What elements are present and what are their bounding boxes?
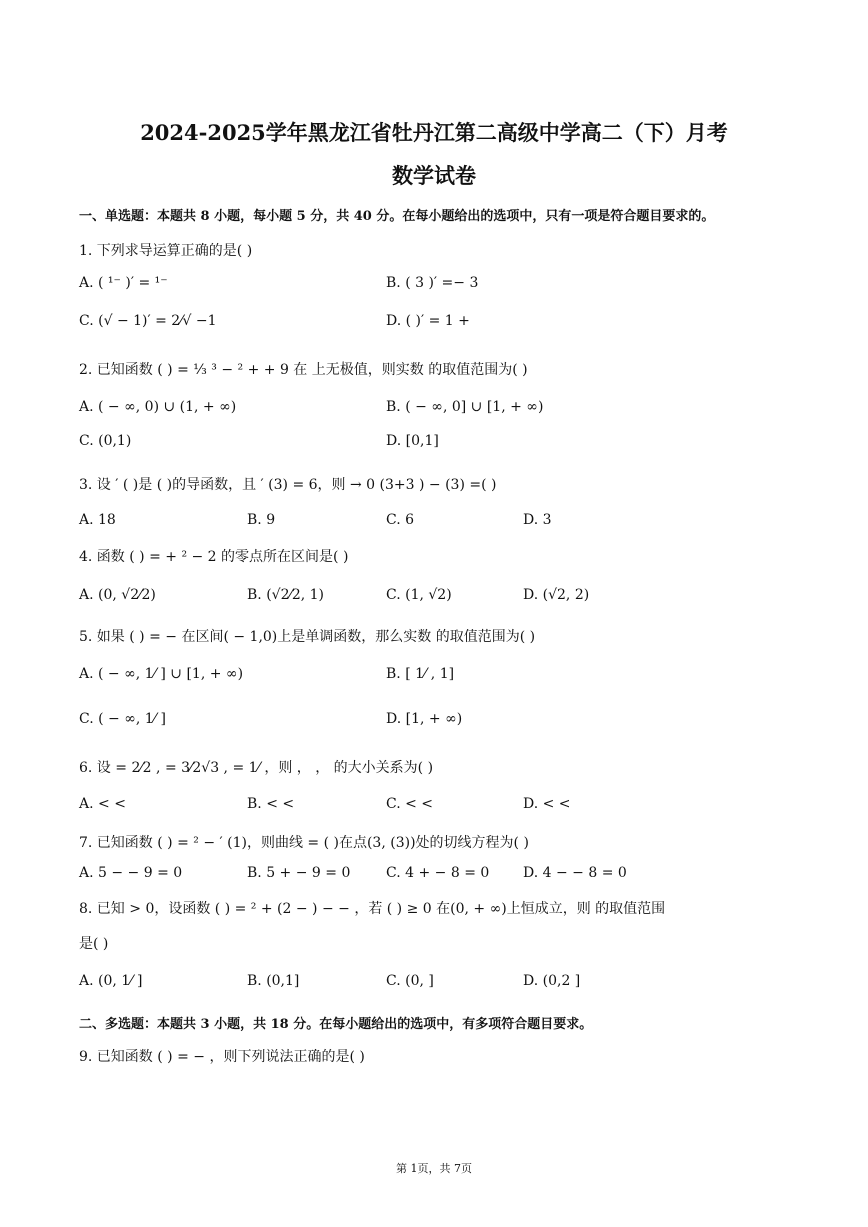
page-number: 第 1页，共 7页 — [396, 1162, 472, 1175]
option-c: C. ( − ∞, 1⁄ ] — [79, 711, 166, 727]
question-stem: 4. 函数 ( ) = + ² − 2 的零点所在区间是( ) — [79, 549, 349, 565]
option-b: B. ( − ∞, 0] ∪ [1, + ∞) — [386, 399, 544, 415]
option-d: D. < < — [523, 796, 571, 812]
option-a: A. (0, √2⁄2) — [79, 587, 156, 603]
option-b: B. < < — [247, 796, 295, 812]
option-d: D. 4 − − 8 = 0 — [523, 865, 627, 881]
question-stem: 9. 已知函数 ( ) = − ，则下列说法正确的是( ) — [79, 1049, 365, 1065]
section-heading-single-choice: 一、单选题：本题共 8 小题，每小题 5 分，共 40 分。在每小题给出的选项中，只有一项是符合题目要求的。 — [79, 209, 715, 224]
page-subtitle: 数学试卷 — [392, 163, 476, 188]
option-a: A. < < — [79, 796, 126, 812]
option-d: D. [1, + ∞) — [386, 711, 463, 727]
option-b: B. (0,1] — [247, 973, 300, 989]
option-b: B. 9 — [247, 512, 276, 528]
option-b: B. (√2⁄2, 1) — [247, 587, 324, 603]
question-stem-continued: 是( ) — [79, 936, 109, 952]
question-stem: 8. 已知 > 0，设函数 ( ) = ² + (2 − ) − − ，若 ( ) ≥ 0 在(0, + ∞)上恒成立，则 的取值范围 — [79, 901, 666, 917]
option-d: D. [0,1] — [386, 433, 439, 449]
option-c: C. 6 — [386, 512, 415, 528]
question-stem: 3. 设 ′ ( )是 ( )的导函数，且 ′ (3) = 6，则 → 0 (3+3 ) − (3) =( ) — [79, 477, 497, 493]
option-c: C. (√ − 1)′ = 2⁄√ −1 — [79, 313, 217, 329]
question-stem: 2. 已知函数 ( ) = ⅓ ³ − ² + + 9 在 上无极值，则实数 的取值范围为( ) — [79, 362, 528, 378]
section-heading-multi-choice: 二、多选题：本题共 3 小题，共 18 分。在每小题给出的选项中，有多项符合题目要求。 — [79, 1017, 593, 1032]
option-c: C. (0,1) — [79, 433, 132, 449]
option-c: C. (0, ] — [386, 973, 434, 989]
option-a: A. ( − ∞, 0) ∪ (1, + ∞) — [79, 399, 237, 415]
option-a: A. ( − ∞, 1⁄ ] ∪ [1, + ∞) — [79, 666, 244, 682]
option-d: D. 3 — [523, 512, 552, 528]
option-a: A. 18 — [79, 512, 116, 528]
option-d: D. ( )′ = 1 + — [386, 313, 470, 329]
option-b: B. 5 + − 9 = 0 — [247, 865, 351, 881]
question-stem: 5. 如果 ( ) = − 在区间( − 1,0)上是单调函数，那么实数 的取值范围为( ) — [79, 629, 536, 645]
question-stem: 6. 设 = 2⁄2 , = 3⁄2√3 , = 1⁄ ，则 ， ， 的大小关系为( ) — [79, 760, 434, 776]
option-d: D. (√2, 2) — [523, 587, 590, 603]
option-c: C. < < — [386, 796, 434, 812]
option-b: B. ( 3 )′ =− 3 — [386, 275, 479, 291]
option-a: A. 5 − − 9 = 0 — [79, 865, 183, 881]
option-a: A. ( ¹⁻ )′ = ¹⁻ — [79, 275, 168, 291]
option-a: A. (0, 1⁄ ] — [79, 973, 143, 989]
option-d: D. (0,2 ] — [523, 973, 581, 989]
option-c: C. 4 + − 8 = 0 — [386, 865, 490, 881]
question-stem: 7. 已知函数 ( ) = ² − ′ (1)，则曲线 = ( )在点(3, (3))处的切线方程为( ) — [79, 835, 529, 851]
option-b: B. [ 1⁄ , 1] — [386, 666, 455, 682]
option-c: C. (1, √2) — [386, 587, 452, 603]
page-title: 2024-2025学年黑龙江省牡丹江第二高级中学高二（下）月考 — [140, 120, 728, 145]
question-stem: 1. 下列求导运算正确的是( ) — [79, 243, 253, 259]
